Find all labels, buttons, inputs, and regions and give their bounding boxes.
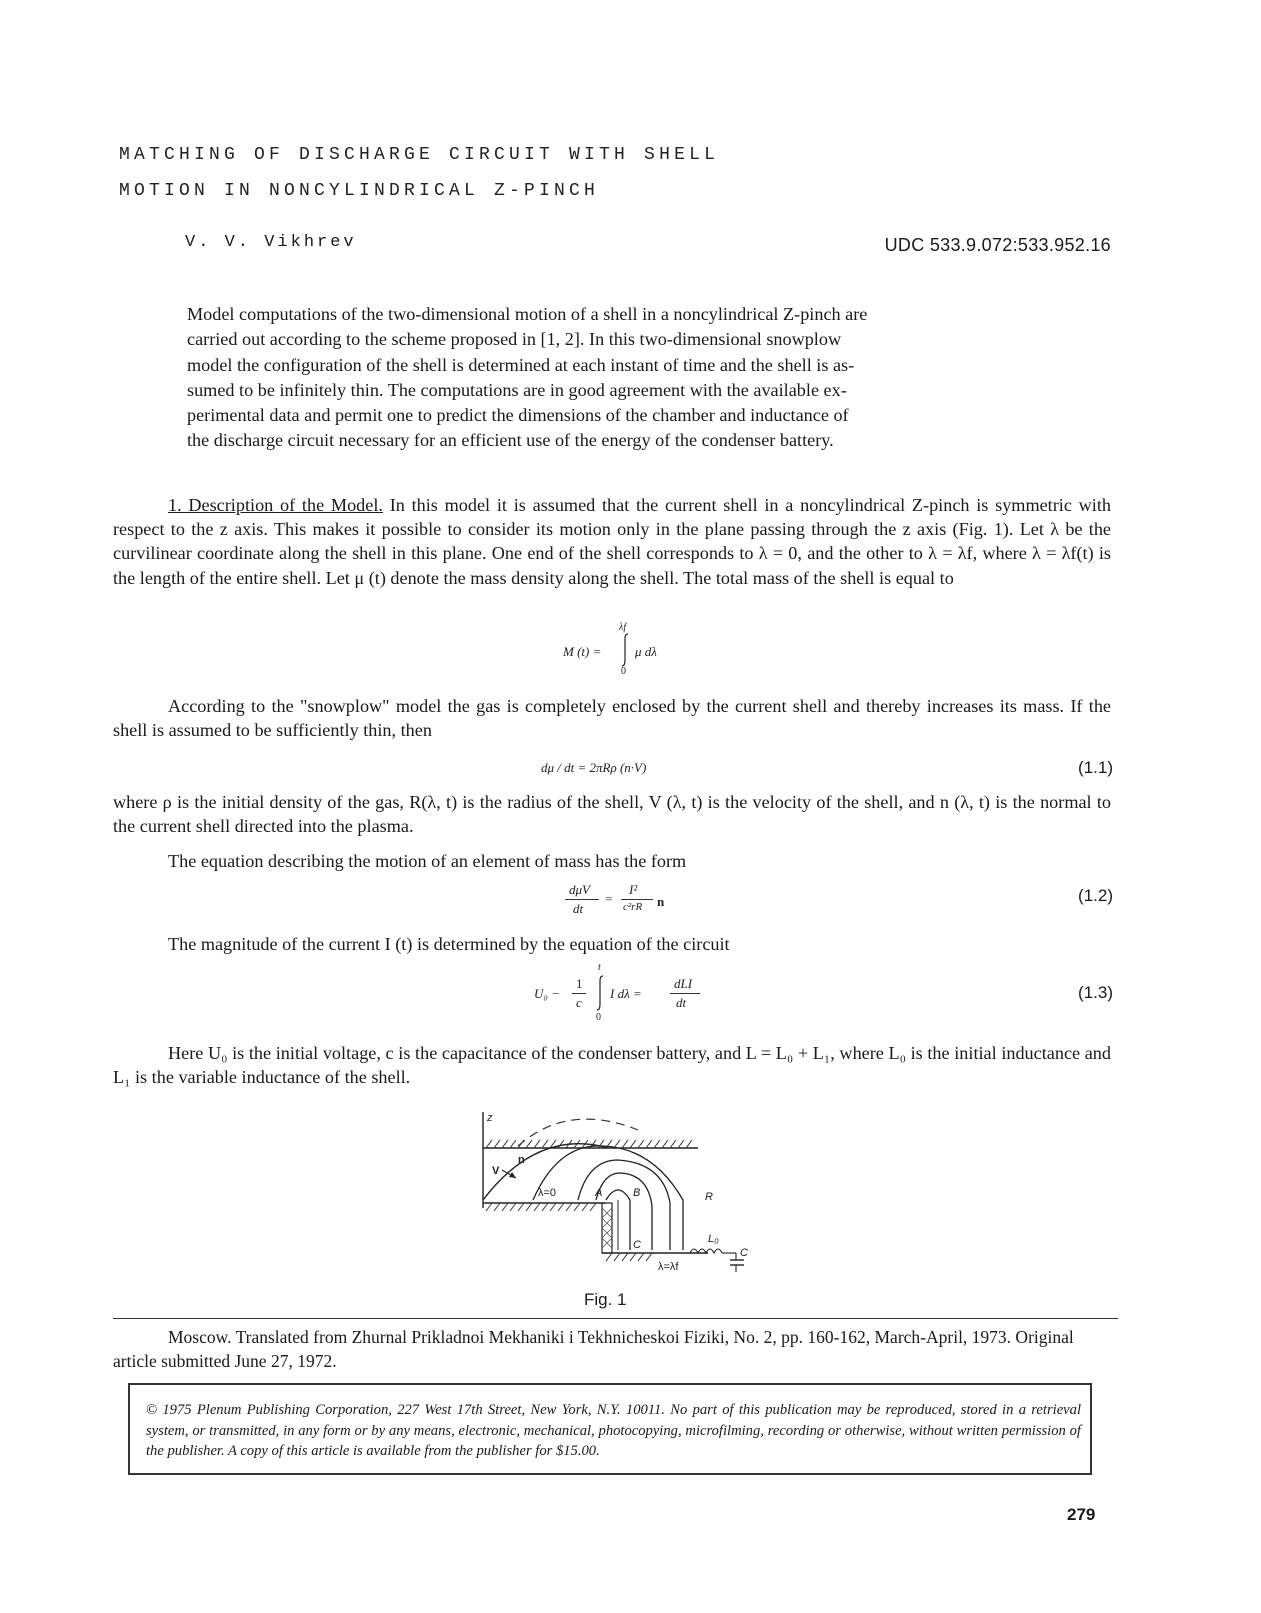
figure-caption: Fig. 1 bbox=[584, 1290, 627, 1309]
fig-label-lambdaf: λ=λf bbox=[658, 1261, 679, 1273]
equation-1-1: dμ / dt = 2πRρ (n·V) bbox=[541, 760, 647, 775]
eq-rhs-top: dLI bbox=[674, 976, 693, 991]
equation-number-1-1: (1.1) bbox=[1078, 758, 1113, 777]
author: V. V. Vikhrev bbox=[185, 233, 357, 252]
page-number: 279 bbox=[1067, 1505, 1096, 1524]
fig-label-n: n bbox=[518, 1154, 525, 1166]
section-heading: 1. Description of the Model. bbox=[168, 495, 383, 515]
footnote-divider bbox=[113, 1318, 1118, 1319]
equation-1-2: dμV dt = I² c²rR n bbox=[563, 880, 683, 924]
section1-paragraph-2: According to the "snowplow" model the gas is completely enclosed by the current shell and thereby increases its mass. If the shell is assumed to be sufficiently thin, then bbox=[113, 696, 1111, 741]
section1-paragraph-5: The magnitude of the current I (t) is determined by the equation of the circuit bbox=[168, 934, 730, 954]
footnote: Moscow. Translated from Zhurnal Prikladnoi Mekhaniki i Tekhnicheskoi Fiziki, No. 2, pp. 160-162, March-April, 1973. Original article submitted June 27, 1972. bbox=[113, 1327, 1074, 1371]
fig-label-l0: L₀ bbox=[708, 1233, 719, 1245]
eq-frac-bottom: c bbox=[576, 995, 582, 1010]
fraction-bar bbox=[670, 993, 700, 994]
fig-label-b: B bbox=[633, 1187, 641, 1199]
abstract-line: carried out according to the scheme proposed in [1, 2]. In this two-dimensional snowplow bbox=[187, 329, 842, 350]
fraction-bar bbox=[621, 899, 653, 900]
eq-frac-top: 1 bbox=[576, 976, 583, 991]
section1-paragraph-6: Here U₀ is the initial voltage, c is the capacitance of the condenser battery, and L = L₀ + L₁, where L₀ is the initial inductance and L₁ is the variable inductance of the shell. bbox=[113, 1043, 1111, 1088]
eq-normal-vector: n bbox=[657, 894, 665, 909]
equation-1-3 bbox=[534, 960, 704, 1026]
fraction-bar bbox=[572, 993, 586, 994]
section1-paragraph-4: The equation describing the motion of an element of mass has the form bbox=[168, 851, 687, 871]
eq-lower-limit: 0 bbox=[621, 666, 626, 677]
udc-code: UDC 533.9.072:533.952.16 bbox=[884, 235, 1111, 255]
eq-upper-limit: t bbox=[598, 962, 601, 973]
fig-label-r: R bbox=[705, 1191, 713, 1203]
eq-rhs-bottom: dt bbox=[676, 995, 687, 1010]
eq-rhs-bottom: c²rR bbox=[623, 901, 643, 913]
eq-upper-limit: λf bbox=[619, 622, 627, 633]
fraction-bar bbox=[565, 899, 599, 900]
figure-1-diagram bbox=[478, 1108, 768, 1280]
equation-number-1-3: (1.3) bbox=[1078, 983, 1113, 1002]
fig-label-capacitor: C bbox=[740, 1247, 748, 1259]
abstract-line: model the configuration of the shell is determined at each instant of time and the shell is as- bbox=[187, 354, 855, 375]
eq-lower-limit: 0 bbox=[596, 1012, 601, 1023]
abstract-line: sumed to be infinitely thin. The computations are in good agreement with the available ex- bbox=[187, 379, 847, 400]
title-line-1: MATCHING OF DISCHARGE CIRCUIT WITH SHELL bbox=[119, 145, 720, 165]
title-line-2: MOTION IN NONCYLINDRICAL Z-PINCH bbox=[119, 181, 600, 201]
integral-sign bbox=[594, 974, 606, 1012]
abstract-line: perimental data and permit one to predict the dimensions of the chamber and inductance of bbox=[187, 405, 849, 426]
equation-mass bbox=[563, 620, 693, 680]
section1-paragraph-1 bbox=[113, 493, 1111, 590]
section1-paragraph-3: where ρ is the initial density of the gas, R(λ, t) is the radius of the shell, V (λ, t) is the velocity of the shell, and n (λ, t) is the normal to the current shell directed into the plasma. bbox=[113, 792, 1111, 837]
fig-label-v: V bbox=[492, 1165, 500, 1177]
fig-label-lambda0: λ=0 bbox=[538, 1187, 557, 1199]
eq-integrand: I dλ = bbox=[610, 986, 642, 1001]
eq-frac-top: dμV bbox=[569, 882, 590, 897]
abstract bbox=[187, 302, 1067, 454]
copyright-notice: © 1975 Plenum Publishing Corporation, 227 West 17th Street, New York, N.Y. 10011. No part of this publication may be reproduced, stored in a retrieval system, or transmitted, in any form or by any means, electronic, mechanical, photocopying, microfilming, recording or otherwise, without written permission of the publisher. A copy of this article is available from the publisher for $15.00. bbox=[146, 1402, 1081, 1460]
eq-lhs: U₀ − bbox=[534, 986, 560, 1001]
eq-integrand: μ dλ bbox=[635, 644, 657, 659]
eq-lhs: M (t) = bbox=[563, 644, 602, 659]
fig-label-a: A bbox=[595, 1187, 603, 1199]
eq-rhs-top: I² bbox=[629, 882, 638, 897]
paragraph-text: In this model it is assumed that the current shell in a noncylindrical Z-pinch is symmetric with respect to the z axis. This makes it possible to consider its motion only in the plane passing through the z axis (Fig. 1). Let λ be the curvilinear coordinate along the shell in this plane. One end of the shell corresponds to λ = 0, and the other to λ = λf, where λ = λf(t) is the length of the entire shell. Let μ (t) denote the mass density along the shell. The total mass of the shell is equal to bbox=[113, 495, 1112, 588]
integral-sign bbox=[619, 632, 631, 668]
equation-number-1-2: (1.2) bbox=[1078, 886, 1113, 905]
abstract-line: the discharge circuit necessary for an efficient use of the energy of the condenser battery. bbox=[187, 430, 834, 451]
abstract-line: Model computations of the two-dimensional motion of a shell in a noncylindrical Z-pinch are bbox=[187, 304, 868, 324]
fig-label-c: C bbox=[633, 1239, 641, 1251]
eq-frac-bottom: dt bbox=[573, 901, 584, 916]
fig-label-z: z bbox=[487, 1112, 493, 1124]
